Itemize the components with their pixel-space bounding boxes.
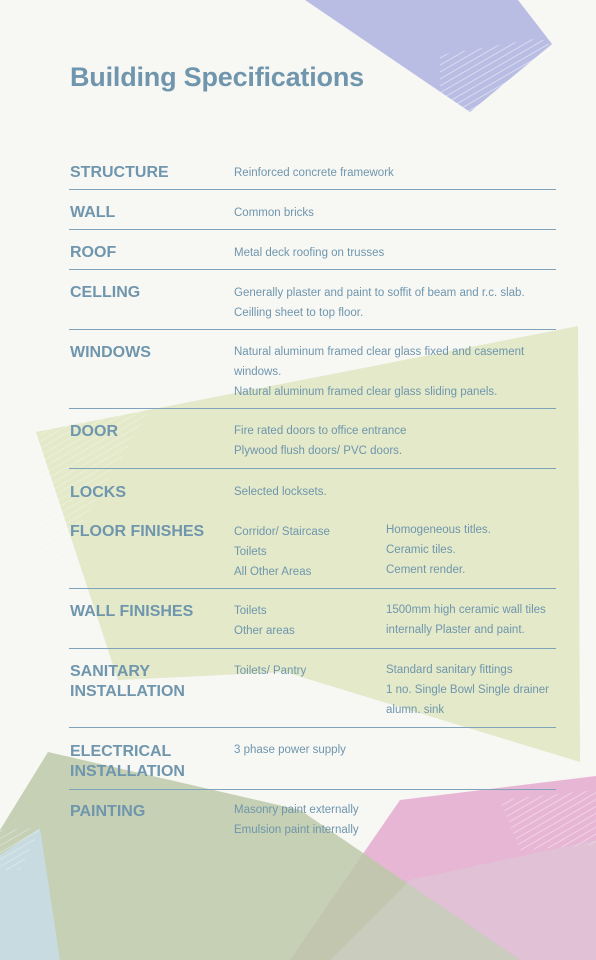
spec-desc-line: Reinforced concrete framework: [234, 167, 394, 179]
spec-finish: Cement render.: [386, 564, 466, 576]
spec-desc: [234, 800, 552, 840]
spec-desc-line: Natural aluminum framed clear glass sliding panels.: [234, 386, 498, 398]
spec-location-column: [234, 522, 384, 582]
spec-row-sanitary-installation: [69, 649, 556, 728]
spec-row-wall: [69, 190, 556, 230]
spec-finish: alumn. sink: [386, 704, 445, 716]
spec-finish: 1 no. Single Bowl Single drainer: [386, 684, 550, 696]
spec-row-structure: [69, 158, 556, 190]
spec-desc-line: Masonry paint externally: [234, 804, 359, 816]
spec-location: All Other Areas: [234, 566, 312, 578]
spec-label: WALL FINISHES: [70, 603, 194, 620]
spec-desc-line: Emulsion paint internally: [234, 824, 359, 836]
spec-location: Toilets: [234, 605, 267, 617]
spec-desc-line: windows.: [234, 366, 282, 378]
spec-finish: Homogeneous titles.: [386, 524, 491, 536]
spec-finish: Ceramic tiles.: [386, 544, 456, 556]
spec-row-windows: [69, 330, 556, 409]
spec-finish-column: [386, 600, 558, 640]
spec-desc-line: Metal deck roofing on trusses: [234, 247, 385, 259]
spec-label: FLOOR FINISHES: [70, 523, 205, 540]
spec-finish: Standard sanitary fittings: [386, 664, 513, 676]
spec-row-electrical-installation: [69, 728, 556, 790]
spec-row-roof: [69, 230, 556, 270]
spec-desc-line: Common bricks: [234, 207, 314, 219]
spec-desc: [234, 243, 552, 263]
spec-label-line: SANITARY: [70, 663, 150, 680]
spec-table: [69, 158, 556, 850]
spec-desc-line: Generally plaster and paint to soffit of beam and r.c. slab.: [234, 287, 525, 299]
spec-location: Other areas: [234, 625, 295, 637]
page-title: Building Specifications: [70, 62, 364, 92]
spec-desc-line: Selected locksets.: [234, 486, 327, 498]
spec-label-line: INSTALLATION: [70, 683, 185, 700]
spec-desc: [234, 740, 552, 760]
spec-label: PAINTING: [70, 803, 146, 820]
spec-label: WALL: [70, 204, 116, 221]
spec-label: CELLING: [70, 284, 141, 301]
spec-label-line: ELECTRICAL: [70, 743, 172, 760]
spec-label: WINDOWS: [70, 344, 151, 361]
spec-label: [70, 742, 230, 782]
spec-location: Toilets/ Pantry: [234, 665, 307, 677]
spec-row-painting: [69, 790, 556, 850]
spec-desc-line: Natural aluminum framed clear glass fixed and casement: [234, 346, 525, 358]
spec-label: DOOR: [70, 423, 118, 440]
spec-location: Corridor/ Staircase: [234, 526, 330, 538]
spec-desc: [234, 283, 552, 323]
spec-desc: [234, 482, 552, 502]
spec-desc: [234, 342, 552, 402]
spec-row-wall-finishes: [69, 589, 556, 649]
spec-finish: 1500mm high ceramic wall tiles: [386, 604, 546, 616]
spec-location-column: [234, 661, 384, 681]
spec-row-floor-finishes: [69, 509, 556, 589]
spec-desc-line: Ceilling sheet to top floor.: [234, 307, 364, 319]
spec-row-door: [69, 409, 556, 469]
spec-desc-line: Plywood flush doors/ PVC doors.: [234, 445, 403, 457]
spec-finish: internally Plaster and paint.: [386, 624, 525, 636]
spec-location-column: [234, 601, 384, 641]
spec-row-celling: [69, 270, 556, 330]
spec-label: [70, 662, 230, 702]
spec-label: LOCKS: [70, 484, 126, 501]
spec-finish-column: [386, 660, 558, 720]
spec-desc-line: Fire rated doors to office entrance: [234, 425, 407, 437]
spec-row-locks: [69, 469, 556, 509]
spec-desc: [234, 203, 552, 223]
spec-location: Toilets: [234, 546, 267, 558]
spec-label-line: INSTALLATION: [70, 763, 185, 780]
spec-desc-line: 3 phase power supply: [234, 744, 346, 756]
spec-desc: [234, 421, 552, 461]
spec-label: ROOF: [70, 244, 117, 261]
spec-finish-column: [386, 520, 558, 580]
spec-label: STRUCTURE: [70, 164, 169, 181]
spec-desc: [234, 163, 552, 183]
